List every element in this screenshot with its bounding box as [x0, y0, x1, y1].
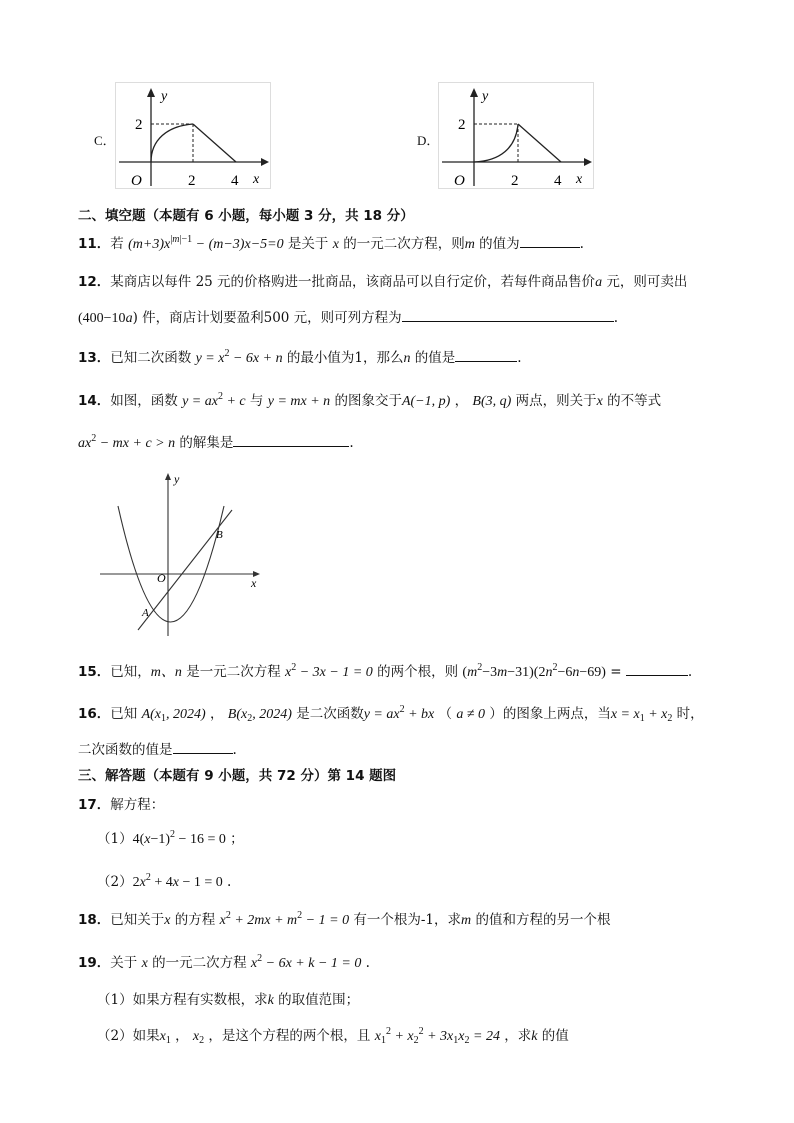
option-d-label: D．: [417, 133, 440, 148]
y-axis-label: y: [482, 89, 489, 104]
question-number: 18．: [78, 912, 111, 928]
question-14-line2: $ax^2$ − mx + c > n 的解集是 .: [78, 433, 354, 451]
question-number: 15．: [78, 664, 111, 680]
question-number: 13．: [78, 350, 111, 366]
question-19: 19．关于 x 的一元二次方程 $x^2 - 6x + k - 1 = 0$ .: [78, 953, 370, 971]
y-axis-arrow: [147, 88, 155, 97]
answer-blank[interactable]: [455, 347, 517, 362]
question-number: 12．: [78, 274, 111, 290]
answer-blank[interactable]: [626, 661, 688, 676]
section-2-title: 二、填空题（本题有 6 小题，每小题 3 分，共 18 分）: [78, 208, 414, 224]
origin-label: O: [131, 173, 142, 189]
question-12-line2: (400−10a) 件，商店计划要盈利500 元，则可列方程为 .: [78, 306, 618, 327]
y-axis-label: y: [161, 89, 168, 104]
point-a-label: A: [142, 607, 149, 619]
question-number: 17．: [78, 797, 111, 813]
curve-concave: [151, 124, 193, 162]
question-14: 14．如图，函数 $y = ax^2 + c$ 与 y = mx + n 的图象交于A(−1, p) ， B(3, q) 两点，则关于x 的不等式: [78, 391, 662, 409]
answer-blank[interactable]: [233, 432, 349, 447]
question-number: 11．: [78, 236, 111, 252]
x-axis-arrow: [261, 158, 269, 166]
question-13: 13．已知二次函数 $y = x^2 - 6x + n$ 的最小值为1，那么n 的值是 .: [78, 348, 522, 366]
equation: $y = x^2 - 6x + n$: [195, 348, 283, 366]
question-number: 19．: [78, 955, 111, 971]
question-18: 18．已知关于x 的方程 $x^2 + 2mx + m^2 - 1 = 0$ 有一个根为-1，求m 的值和方程的另一个根: [78, 910, 611, 928]
curve-convex: [474, 124, 518, 162]
y-tick-2: 2: [458, 117, 466, 133]
option-c-graph: [115, 82, 273, 190]
section-3-title: 三、解答题（本题有 9 小题，共 72 分）第 14 题图: [78, 768, 397, 784]
question-16-line2: 二次函数的值是 .: [78, 738, 237, 758]
question-11: 11．若 $(m+3)x^{|m|-1} - (m-3)x-5=0$ 是关于 x 的一元二次方程，则m 的值为 .: [78, 234, 584, 252]
y-axis-arrow: [165, 473, 171, 480]
x-axis-arrow: [584, 158, 592, 166]
descending-line: [518, 124, 561, 162]
y-tick-2: 2: [135, 117, 143, 133]
question-number: 14．: [78, 393, 111, 409]
answer-blank[interactable]: [402, 307, 614, 322]
equation: $(m+3)x^{|m|-1} - (m-3)x-5=0$: [128, 234, 284, 252]
option-c-label: C．: [94, 133, 116, 148]
question-17: 17．解方程：: [78, 797, 165, 813]
x-tick-4: 4: [231, 173, 239, 189]
origin-label: O: [157, 571, 166, 585]
question-number: 16．: [78, 706, 111, 722]
question-19-part-1: （1）如果方程有实数根，求k 的取值范围；: [97, 992, 360, 1008]
question-19-part-2: （2）如果$x_1$ ， $x_2$ ，是这个方程的两个根，且 $x_1^2 + x_2^2 + 3x_1x_2 = 24$ ，求k 的值: [97, 1026, 569, 1046]
descending-line: [193, 124, 236, 162]
question-14-figure: [98, 470, 264, 638]
x-tick-2: 2: [511, 173, 519, 189]
question-15: 15．已知，m、n 是一元二次方程 $x^2 - 3x - 1 = 0$ 的两个根，则 $(m^2-3m-31)(2n^2-6n-69)$ = .: [78, 662, 693, 680]
x-axis-label: x: [576, 172, 583, 187]
point-b-label: B: [216, 529, 223, 541]
x-axis-label: x: [251, 576, 257, 590]
option-d-graph: [438, 82, 596, 190]
x-tick-2: 2: [188, 173, 196, 189]
parabola: [118, 506, 224, 622]
line: [138, 510, 232, 630]
question-12: 12．某商店以每件 25 元的价格购进一批商品，该商品可以自行定价，若每件商品售价a 元，则可卖出: [78, 274, 688, 290]
answer-blank[interactable]: [520, 233, 580, 248]
y-axis-arrow: [470, 88, 478, 97]
question-17-part-1: $(1)4(x-1)^2 - 16 = 0$ ；: [97, 829, 244, 847]
origin-label: O: [454, 173, 465, 189]
x-axis-label: x: [253, 172, 260, 187]
question-17-part-2: $(2)2x^2 + 4x - 1 = 0$ .: [97, 872, 232, 890]
y-axis-label: y: [174, 472, 180, 486]
x-tick-4: 4: [554, 173, 562, 189]
question-16: 16．已知 $A(x_1$, 2024) ， $B(x_2$, 2024) 是二次函数$y = ax^2$ + bx （ a ≠ 0 ）的图象上两点，当$x = x_1 + x_2$ 时，: [78, 704, 704, 724]
answer-blank[interactable]: [173, 739, 233, 754]
